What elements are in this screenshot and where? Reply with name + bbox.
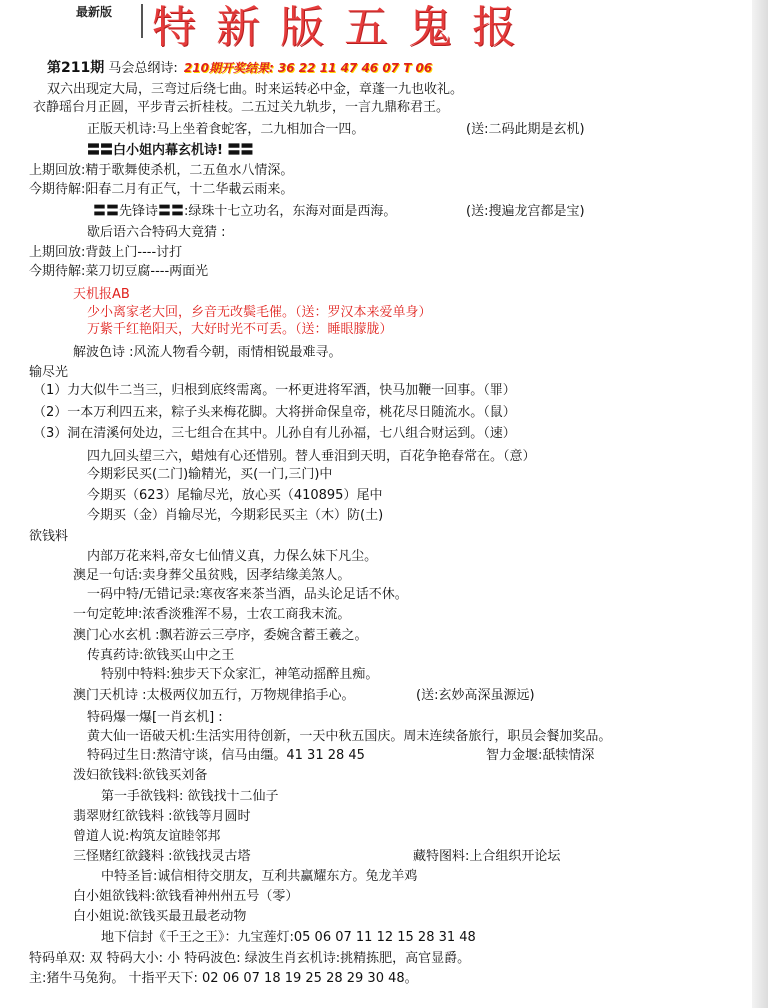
header-divider [141,4,143,38]
page-edge-shadow [752,0,768,1008]
lose-all-item: （1）力大似牛二当三，归根到底终需离。一杯更进将军酒，快马加鞭一回事。（罪） [33,383,516,398]
edition-label: 最新版 [76,5,113,19]
lose-all-tail: 今期买（623）尾输尽光，放心买（410895）尾中 [87,488,383,503]
lose-all-item: 四九回头望三六，蜡烛有心还惜别。替人垂泪到天明，百花争艳春常在。（意） [87,449,536,464]
clue-line: 泼妇欲钱料:欲钱买刘备 [73,768,208,783]
issue-header [47,60,434,77]
last-period-replay: 上期回放:精于歌舞使杀机，二五鱼水八情深。 [29,163,294,178]
tianji-report-line: 少小离家老大回，乡音无改鬓毛催。（送：罗汉本来爱单身） [87,305,432,320]
clue-line: 曾道人说:构筑友谊睦邻邦 [73,829,221,844]
clue-line: 一码中特/无错记录:寒夜客来茶当酒，品头论足话不休。 [87,587,408,602]
tianji-gift: (送:二码此期是玄机) [466,122,585,137]
clue-line: 白小姐欲钱料:欲钱看神州州五号（零） [73,889,299,904]
lose-all-item: （3）洞在清溪何处边，三七组合在其中。儿孙自有儿孙福，七八组合财运到。（速） [33,426,516,441]
draw-result: 210期开奖结果: 36 22 11 47 46 07 T 06 [183,61,433,75]
riddle-header: 歇后语六合特码大竟猜 : [87,225,226,240]
clue-line: 中特圣旨:诚信相待交朋友，互利共赢耀东方。兔龙羊鸡 [101,869,418,884]
clue-line: 澳足一句话:卖身葬父虽贫贱，因孝结缘美煞人。 [73,568,351,583]
clue-gift: (送:玄妙高深虽源远) [416,688,535,703]
money-clue-header: 欲钱料 [29,529,69,544]
lose-all-header: 输尽光 [29,365,69,380]
clue-line: 地下信封《千王之王》：九宝莲灯:05 06 07 11 12 15 28 31 48 [101,930,476,945]
page-title: 特新版五鬼报 [152,2,536,53]
period-number: 第211期 [47,60,105,76]
wave-color-poem: 解波色诗 :风流人物看今朝，雨情相锐最难寻。 [73,345,342,360]
clue-line: 藏特图料:上合组织开论坛 [413,849,561,864]
clue-line: 澳门心水玄机 :飘若游云三亭序，委婉含蓄王羲之。 [73,628,368,643]
poem-label: 马会总纲诗: [108,61,178,76]
tianji-report-line: 万紫千红艳阳天，大好时光不可丢。（送：睡眼朦胧） [87,322,393,337]
poem-line: 双六出现定大局，三弯过后绕七曲。时来运转必中金，章蓬一九也收礼。 [47,82,464,97]
clue-line: 三怪赌红欲錢料 :欲钱找灵古塔 [73,849,251,864]
clue-line: 一句定乾坤:浓香淡雅浑不易，士农工商我末流。 [73,607,351,622]
clue-line: 内部万花来料,帝女七仙情义真，力保么妹下凡尘。 [87,549,378,564]
vanguard-poem: 〓〓先锋诗〓〓:绿珠十七立功名，东海对面是西海。 [93,204,397,219]
lose-all-item: （2）一本万利四五来，粽子头来梅花脚。大将拼命保皇帝，桃花尽日随流水。（鼠） [33,405,516,420]
clue-line: 智力金堰:舐犊情深 [486,748,595,763]
current-period-puzzle: 今期待解:阳春二月有正气，十二华載云雨来。 [29,182,294,197]
lose-all-zodiac: 今期买（金）肖输尽光，今期彩民买主（木）防(土) [87,508,384,523]
bai-xiaojie-header: 〓〓白小姐内幕玄机诗! 〓〓 [87,143,254,158]
clue-line: 特码爆一爆[一肖玄机] : [87,710,223,725]
clue-line: 第一手欲钱料: 欲钱找十二仙子 [101,789,279,804]
clue-line: 澳门天机诗 :太极两仪加五行，万物规律掐手心。 [73,688,355,703]
lose-all-door: 今期彩民买(二门)输精光，买(一门,三门)中 [87,467,333,482]
special-code-summary: 特码单双: 双 特码大小: 小 特码波色: 绿波生肖玄机诗:挑精拣肥，高官显爵。 [29,951,471,966]
riddle-current: 今期待解:菜刀切豆腐----两面光 [29,264,209,279]
vanguard-gift: (送:搜遍龙宫都是宝) [466,204,585,219]
main-zodiac-line: 主:猪牛马兔狗。 十指平天下: 02 06 07 18 19 25 28 29 30 48。 [29,971,418,986]
poem-line: 衣静瑶台月正圆，平步青云折桂枝。二五过关九轨步，一言九鼎称君王。 [33,100,450,115]
clue-line: 白小姐说:欲钱买最丑最老动物 [73,909,247,924]
clue-line: 特码过生日:熬清守谈，信马由缰。41 31 28 45 [87,748,365,763]
tianji-poem: 正版天机诗:马上坐着食蛇客，二九相加合一四。 [87,122,365,137]
clue-line: 黄大仙一语破天机:生活实用待创新，一天中秋五国庆。周末连续备旅行，职员会餐加奖品。 [87,729,612,744]
tianji-report-header: 天机报AB [73,287,130,302]
clue-line: 翡翠财红欲钱料 :欲钱等月圆时 [73,809,251,824]
clue-line: 传真药诗:欲钱买山中之王 [87,648,235,663]
riddle-last: 上期回放:背鼓上门----讨打 [29,245,183,260]
clue-line: 特别中特料:独步天下众家汇，神笔动摇醉且痴。 [101,667,379,682]
